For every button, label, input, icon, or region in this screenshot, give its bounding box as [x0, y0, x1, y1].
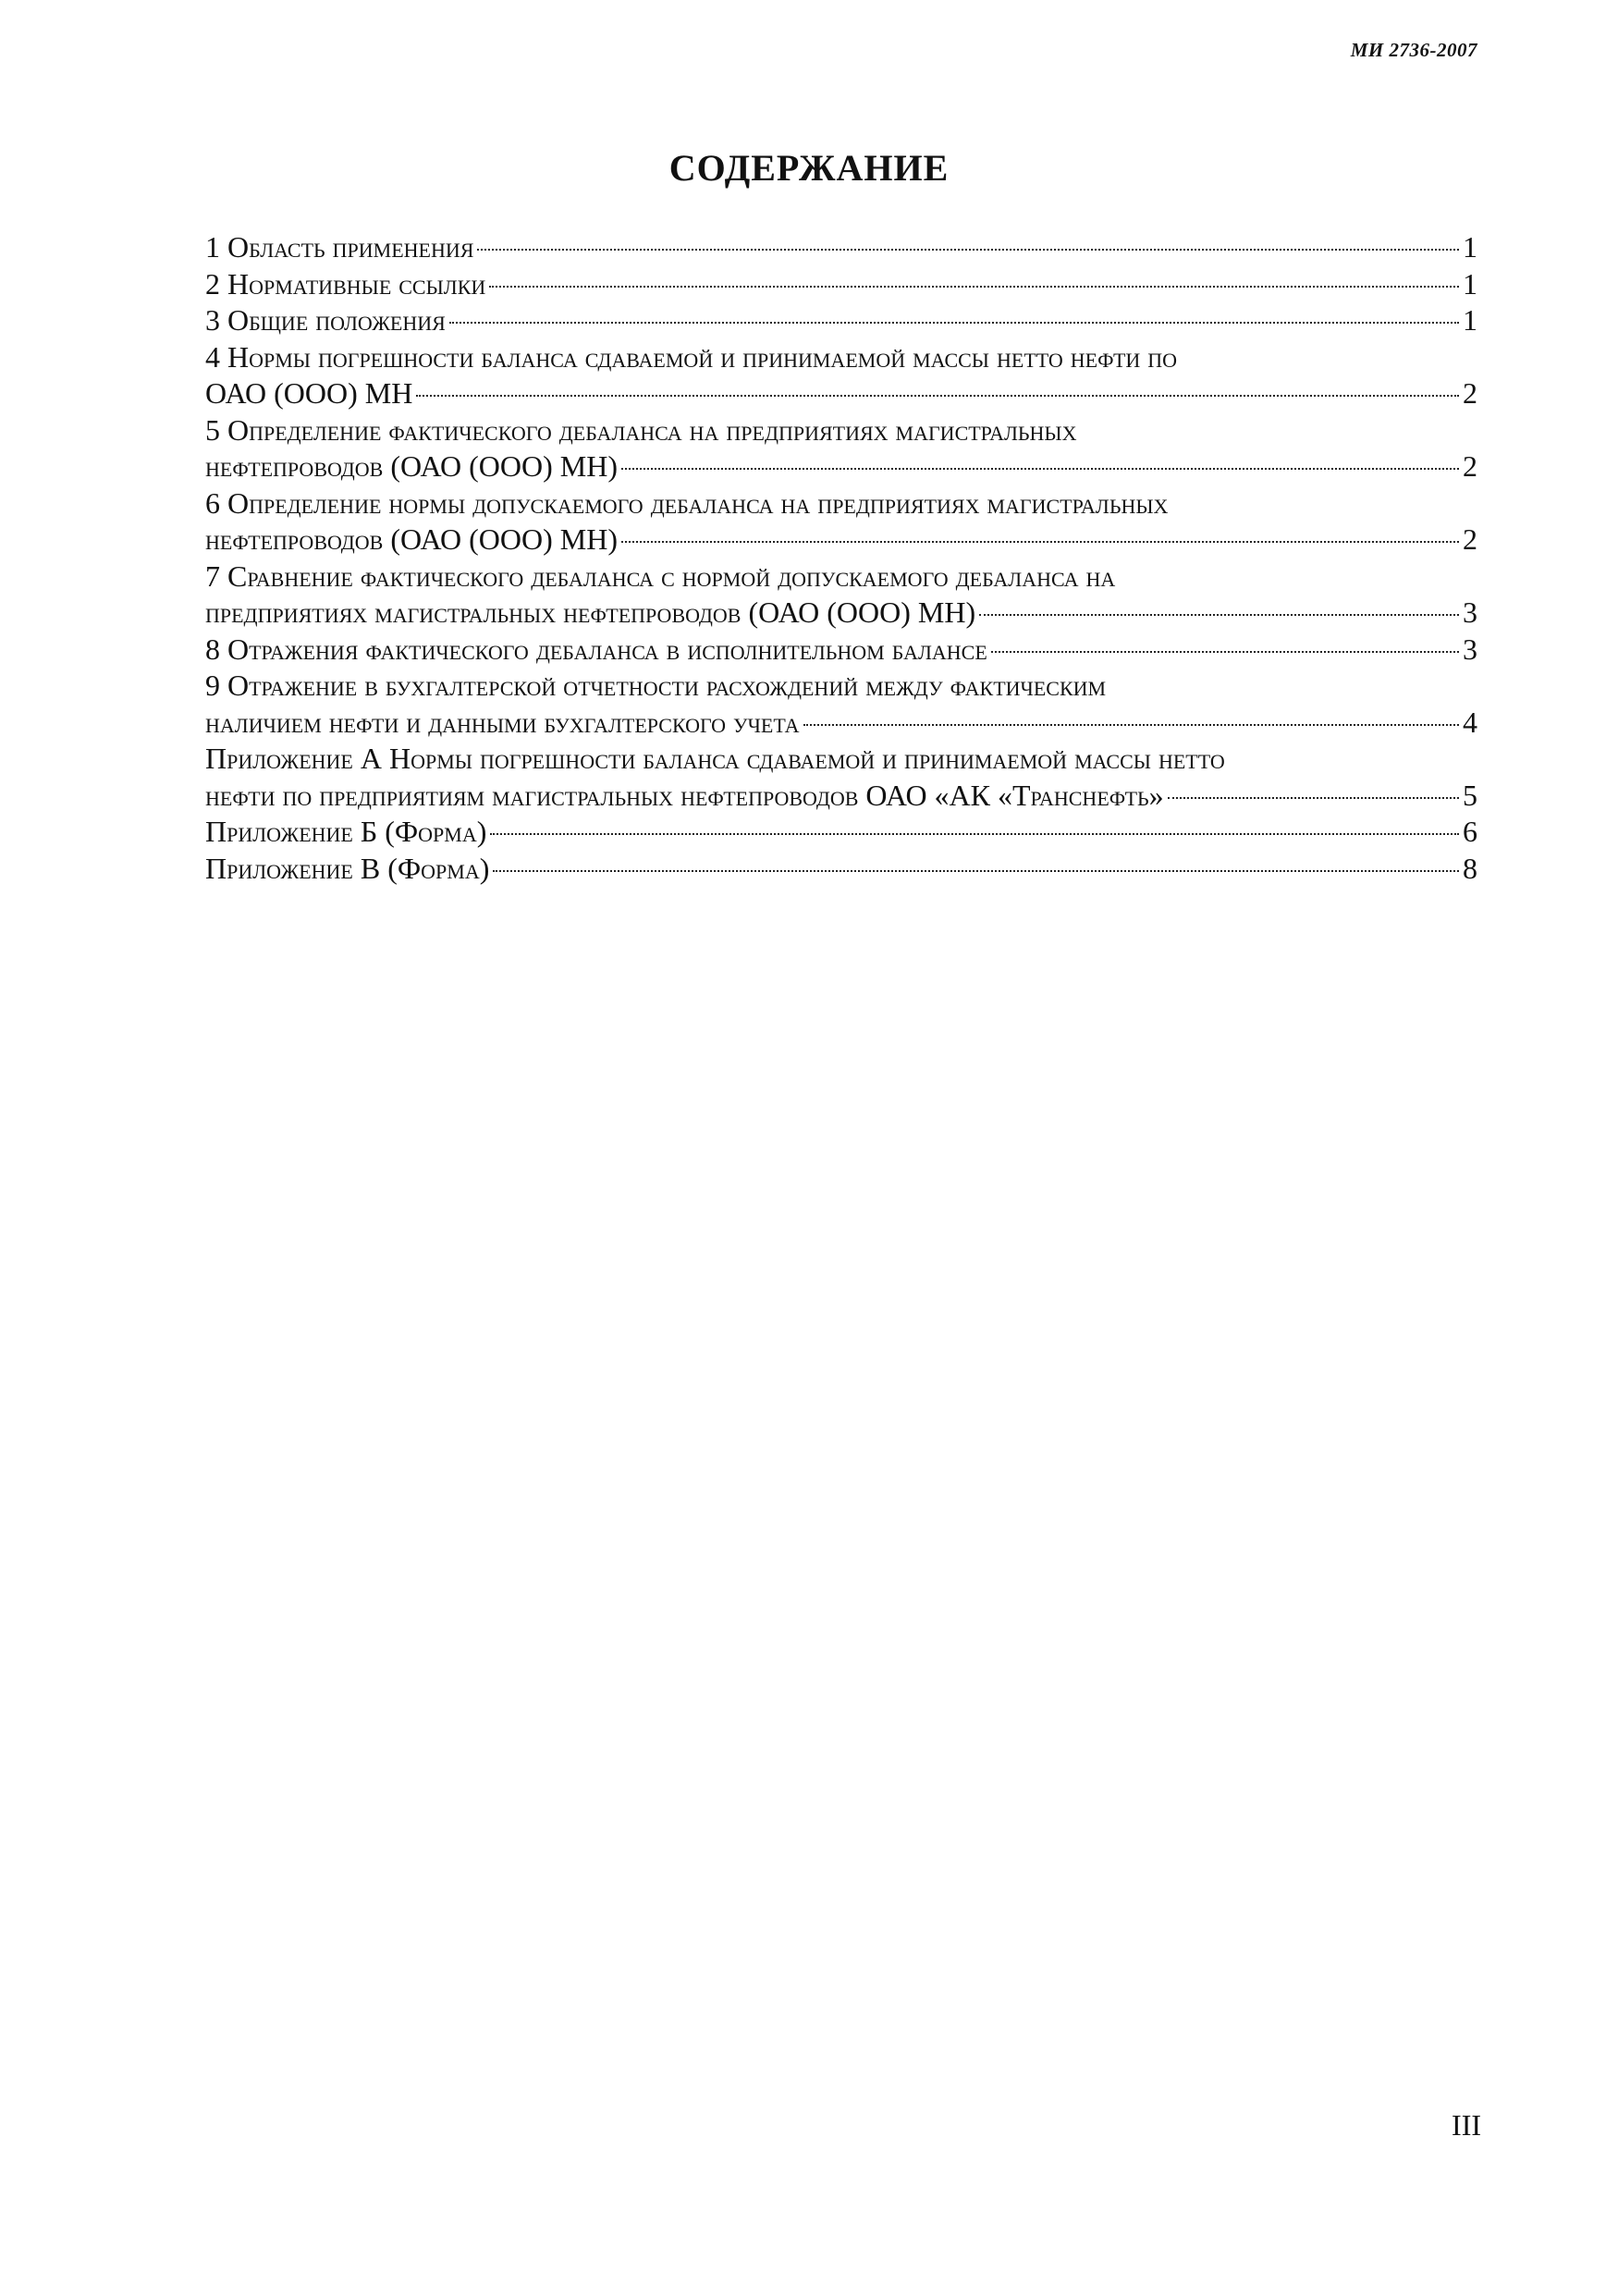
toc-entry-text-line1: 9 Отражение в бухгалтерской отчетности расхождений между фактическим [205, 669, 1107, 702]
toc-entry-page: 3 [1463, 632, 1477, 666]
dot-leader [803, 724, 1459, 726]
toc-entry[interactable] [205, 814, 1477, 851]
toc-title: СОДЕРЖАНИЕ [668, 147, 950, 189]
toc-entry[interactable] [205, 339, 1477, 412]
dot-leader [979, 614, 1459, 616]
page-number: III [1452, 2108, 1481, 2142]
toc-entry[interactable] [205, 266, 1477, 303]
toc-entry[interactable] [205, 412, 1477, 485]
toc-entry-page: 1 [1463, 230, 1477, 264]
toc-entry[interactable] [205, 632, 1477, 669]
dot-leader [1168, 797, 1459, 799]
toc-entry-page: 5 [1463, 778, 1477, 812]
toc-entry-text: предприятиях магистральных нефтепроводов (ОАО (ООО) МН) [205, 595, 976, 629]
toc-entry-text-line1: Приложение А Нормы погрешности баланса сдаваемой и принимаемой массы нетто [205, 742, 1225, 775]
toc-entry-text: 1 Область применения [205, 230, 474, 264]
toc-entry[interactable] [205, 559, 1477, 632]
toc-entry-text: ОАО (ООО) МН [205, 376, 413, 410]
toc-entry[interactable] [205, 851, 1477, 888]
toc-entry-text: нефти по предприятиям магистральных нефтепроводов ОАО «АК «Транснефть» [205, 778, 1164, 812]
document-code: МИ 2736-2007 [1350, 39, 1477, 61]
toc-entry[interactable] [205, 668, 1477, 741]
toc-entry-text: 2 Нормативные ссылки [205, 266, 486, 301]
toc-entry[interactable] [205, 302, 1477, 339]
dot-leader [621, 541, 1459, 543]
toc-entry-text-line1: 7 Сравнение фактического дебаланса с нормой допускаемого дебаланса на [205, 559, 1116, 593]
dot-leader [489, 286, 1459, 288]
toc-entry-page: 1 [1463, 266, 1477, 301]
toc-entry-page: 4 [1463, 705, 1477, 739]
dot-leader [449, 322, 1459, 324]
dot-leader [991, 651, 1459, 653]
toc-entry-page: 3 [1463, 595, 1477, 629]
toc-entry-text: 3 Общие положения [205, 303, 446, 337]
toc-entry-page: 2 [1463, 522, 1477, 556]
toc-entry-page: 6 [1463, 815, 1477, 848]
toc-entry-text-line1: 4 Нормы погрешности баланса сдаваемой и принимаемой массы нетто нефти по [205, 339, 1178, 374]
toc-entry-page: 2 [1463, 376, 1477, 410]
toc-entry[interactable] [205, 741, 1477, 814]
toc-entry-text-line1: 6 Определение нормы допускаемого дебаланса на предприятиях магистральных [205, 485, 1169, 520]
dot-leader [490, 833, 1459, 835]
toc-entry-text-line1: 5 Определение фактического дебаланса на предприятиях магистральных [205, 412, 1077, 447]
toc-entry-text: Приложение В (Форма) [205, 851, 490, 885]
toc-entry[interactable] [205, 485, 1477, 559]
table-of-contents [205, 229, 1477, 887]
dot-leader [416, 395, 1459, 397]
toc-entry-page: 1 [1463, 303, 1477, 337]
dot-leader [477, 249, 1459, 251]
dot-leader [621, 468, 1459, 470]
toc-entry-text: Приложение Б (Форма) [205, 815, 487, 848]
dot-leader [493, 870, 1459, 872]
toc-entry[interactable] [205, 229, 1477, 266]
toc-entry-text: наличием нефти и данными бухгалтерского учета [205, 705, 800, 739]
toc-entry-text: нефтепроводов (ОАО (ООО) МН) [205, 449, 619, 483]
toc-entry-page: 8 [1463, 851, 1477, 885]
toc-entry-text: 8 Отражения фактического дебаланса в исполнительном балансе [205, 632, 987, 666]
toc-entry-text: нефтепроводов (ОАО (ООО) МН) [205, 522, 619, 556]
toc-entry-page: 2 [1463, 449, 1477, 483]
